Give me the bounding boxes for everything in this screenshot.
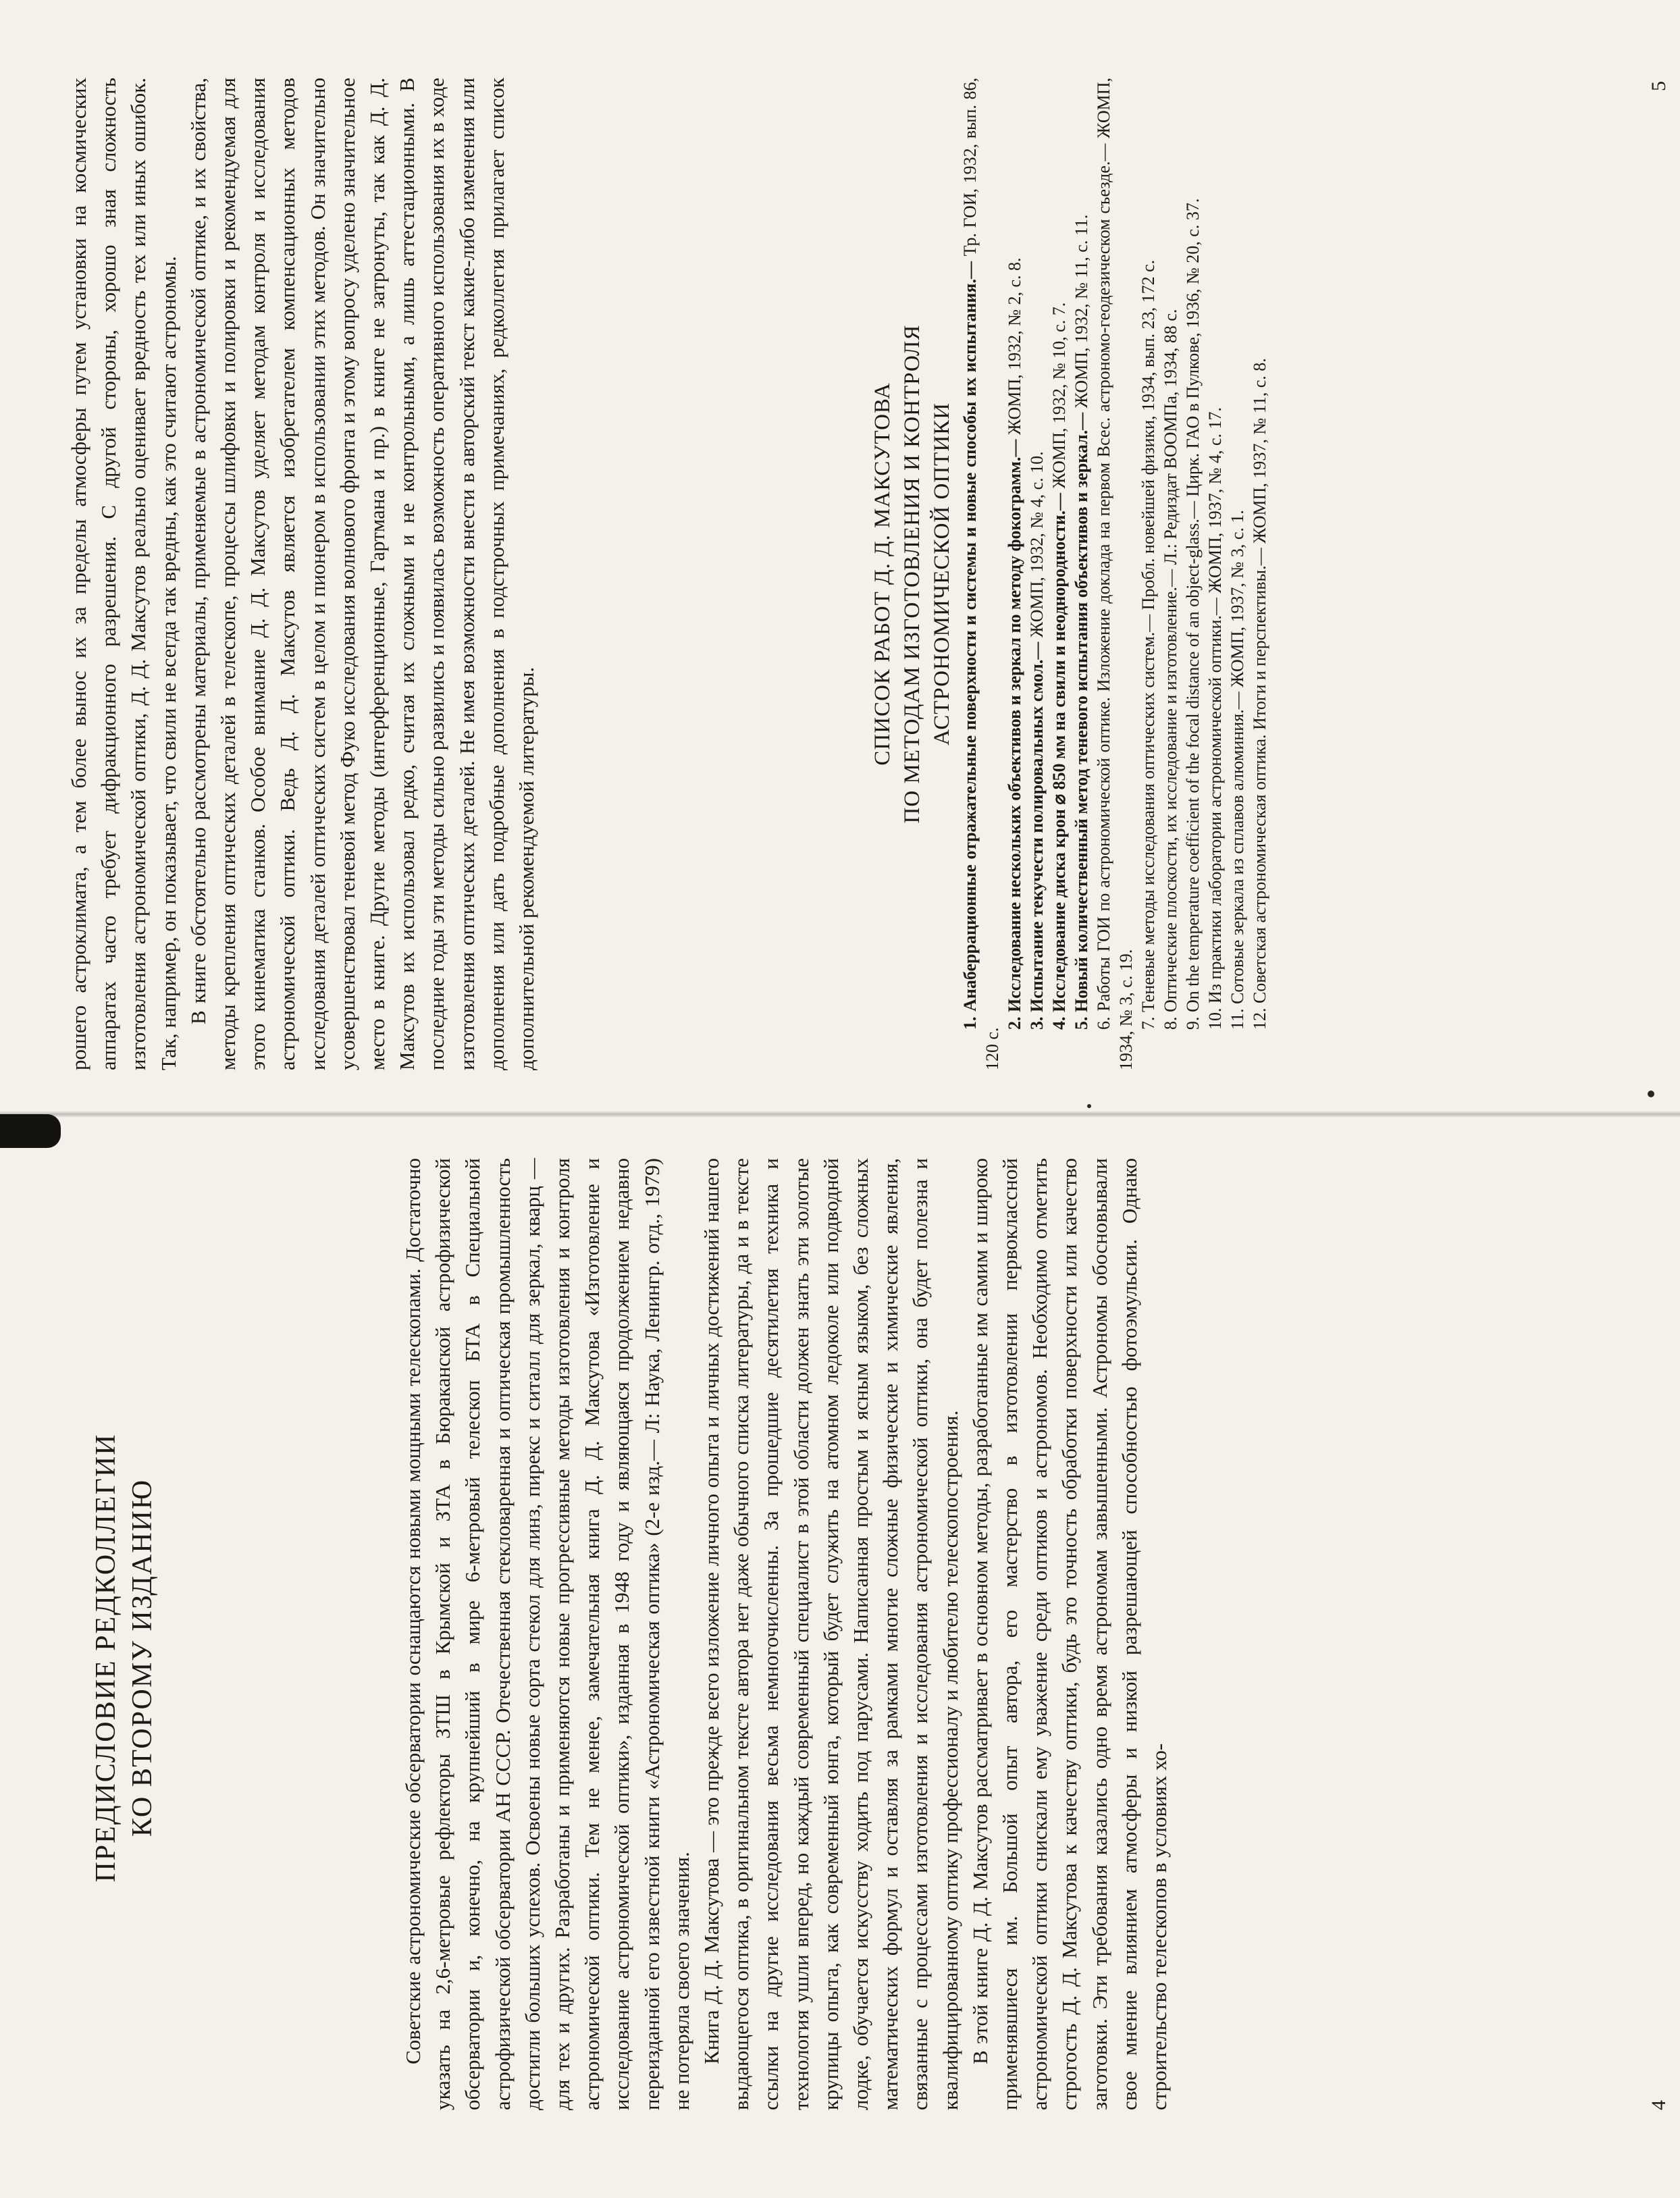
preface-body [398,1158,1174,2110]
reference-title: 8. Оптические плоскости, их исследование и изготовление.— [1161,569,1180,1030]
scan-speck [1648,1091,1654,1097]
reference-item [1204,78,1226,1070]
reference-item [1249,78,1271,1070]
reference-source: Изложение доклада на первом Всес. астрономо-геодезическом съезде.— ЖОМП, 1934, № 3, с. 19. [1094,77,1136,1070]
reference-source: Цирк. ГАО в Пулкове, 1936, № 20, с. 37. [1183,198,1203,502]
preface-title-line-1: ПРЕДИСЛОВИЕ РЕДКОЛЛЕГИИ [90,1433,122,1883]
reference-title: 11. Сотовые зеркала из сплавов алюминия.— [1228,691,1247,1030]
reference-source: ЖОМП, 1932, № 4, с. 10. [1027,451,1047,642]
page-number-left: 4 [1648,2100,1670,2110]
reference-title: 9. On the temperature coefficient of the focal distance of an object-glass.— [1183,501,1203,1030]
reference-source: ЖОМП, 1932, № 10, с. 7. [1049,302,1069,493]
scan-speck [1087,1104,1091,1108]
preface-paragraph: Книга Д. Д. Максутова — это прежде всего изложение личного опыта и личных достижений нашего выдающегося оптика, в оригинальном тексте автора нет даже обычного списка литературы, да и в тексте ссылки на другие исследования весьма немногочисленны. За прошедшие десятилетия техника и технология ушли вперед, но каждый современный специалист в этой области должен знать эти золотые крупицы опыта, как современный юнга, который будет служить на атомном ледоколе или подводной лодке, обучается искусству ходить под парусами. Написанная простым и ясным языком, без сложных математических формул и оставляя за рамками многие сложные физические и химические явления, связанные с процессами изготовления и исследования астрономической оптики, она будет полезна и квалифицированному оптику профессионалу и любителю телескопостроения. [700,1158,962,2110]
preface-continuation [64,78,542,1070]
page-number-right: 5 [1648,81,1670,91]
reference-title: 1. Анаберрационные отражательные поверхности и системы и новые способы их испытания.— [960,261,980,1030]
preface-paragraph: Советские астрономические обсерватории оснащаются новыми мощными телескопами. Достаточно указать на 2,6-метровые рефлекторы ЗТШ в Крымской и ЗТА в Бюраканской астрофизической обсерватории и, конечно, на крупнейший в мире 6-метровый телескоп БТА в Специальной астрофизической обсерватории АН СССР. Отечественная стекловаренная и оптическая промышленность достигли больших успехов. Освоены новые сорта стекол для линз, пирекс и ситалл для зеркал, кварц — для тех и других. Разработаны и применяются новые прогрессивные методы изготовления и контроля астрономической оптики. Тем не менее, замечательная книга Д. Д. Максутова «Изготовление и исследование астрономической оптики», изданная в 1948 году и являющаяся продолжением недавно переизданной его известной книги «Астрономическая оптика» (2-е изд.— Л: Наука, Ленингр. отд., 1979) не потеряла своего значения. [401,1158,693,2110]
reference-title: 4. Исследование диска крон ⌀ 850 мм на свили и неоднородности.— [1049,492,1069,1030]
reference-title: 2. Исследование нескольких объективов и зеркал по методу фокограмм.— [1005,439,1024,1030]
reference-source: ЖОМП, 1937, № 11, с. 8. [1250,358,1269,548]
reference-title: 5. Новый количественный метод теневого испытания объективов и зеркал.— [1072,412,1091,1030]
preface-paragraph: В книге обстоятельно рассмотрены материалы, применяемые в астрономической оптике, и их свойства, методы крепления оптических деталей в телескопе, процессы шлифовки и полировки и рекомендуемая для этого кинематика станков. Особое внимание Д. Д. Максутов уделяет методам контроля и исследования астрономической оптики. Ведь Д. Д. Максутов является изобретателем компенсационных методов исследования деталей оптических систем в целом и пионером в использовании этих методов. Он значительно усовершенствовал теневой метод Фуко исследования волнового фронта и этому вопросу уделено значительное место в книге. Другие методы (интерференционные, Гартмана и пр.) в книге не затронуты, так как Д. Д. Максутов их использовал редко, считая их сложными и не контрольными, а лишь аттестационными. В последние годы эти методы сильно развились и появилась возможность оперативного использования их в ходе изготовления оптических деталей. Не имея возможности внести в авторский текст какие-либо изменения или дополнения или дать подробные дополнения в подстрочных примечаниях, редколлегия прилагает список дополнительной рекомендуемой литературы. [186,78,539,1070]
reference-item [1226,78,1249,1070]
reference-item [1048,78,1070,1070]
reference-item [1182,78,1204,1070]
reference-item [1093,78,1137,1070]
reference-source: ЖОМП, 1932, № 2, с. 8. [1005,257,1024,440]
preface-paragraph: рошего астроклимата, а тем более вынос их за пределы атмосферы путем установки на космических аппаратах часто требует дифракционного разрешения. С другой стороны, хорошо зная сложность изготовления астрономической оптики, Д. Д. Максутов реально оценивает вредность тех или иных ошибок. Так, например, он показывает, что свили не всегда так вредны, как это считают астрономы. [67,78,180,1070]
reference-title: 3. Испытание текучести полировальных смол.— [1027,642,1047,1030]
reference-item [1026,78,1048,1070]
preface-title-line-2: КО ВТОРОМУ ИЗДАНИЮ [127,1478,158,1837]
preface-title [88,1205,161,2110]
preface-paragraph: В этой книге Д. Д. Максутов рассматривает в основном методы, разработанные им самим и широко применявшиеся им. Большой опыт автора, его мастерство в изготовлении первоклассной астрономической оптики снискали ему уважение среди оптиков и астрономов. Необходимо отметить строгость Д. Д. Максутова к качеству оптики, будь это точность обработки поверхности или качество заготовки. Эти требования казались одно время астрономам завышенными. Астрономы обосновывали свое мнение влиянием атмосферы и низкой разрешающей способностью фотоэмульсии. Однако строительство телескопов в условиях хо- [968,1158,1172,2110]
reference-item [1159,78,1182,1070]
reference-title: 12. Советская астрономическая оптика. Итоги и перспективы.— [1250,548,1269,1030]
reference-source: ЖОМП, 1932, № 11, с. 11. [1072,214,1091,413]
left-page [0,1118,1680,2198]
reference-source: Л.: Редиздат ВООМПа, 1934, 88 с. [1161,309,1180,570]
reference-source: Тр. ГОИ, 1932, вып. 86, 120 с. [960,78,1002,1070]
reference-source: ЖОМП, 1937, № 4, с. 17. [1205,407,1225,598]
bibliography-heading-line-1: СПИСОК РАБОТ Д. Д. МАКСУТОВА [870,382,895,766]
reference-item [959,78,1003,1070]
bibliography-heading-line-2: ПО МЕТОДАМ ИЗГОТОВЛЕНИЯ И КОНТРОЛЯ [900,324,924,824]
bibliography-heading [868,78,957,1070]
reference-item [1003,78,1026,1070]
bibliography-list [959,78,1271,1070]
reference-title: 10. Из практики лаборатории астрономической оптики.— [1205,598,1225,1030]
reference-title: 7. Теневые методы исследования оптических систем.— [1138,614,1158,1030]
bibliography-heading-line-3: АСТРОНОМИЧЕСКОЙ ОПТИКИ [930,402,954,745]
reference-source: ЖОМП, 1937, № 3, с. 1. [1228,510,1247,692]
reference-title: 6. Работы ГОИ по астрономической оптике. [1094,697,1113,1030]
reference-item [1137,78,1159,1070]
reference-item [1070,78,1093,1070]
reference-source: Пробл. новейшей физики, 1934, вып. 23, 172 с. [1138,259,1158,614]
